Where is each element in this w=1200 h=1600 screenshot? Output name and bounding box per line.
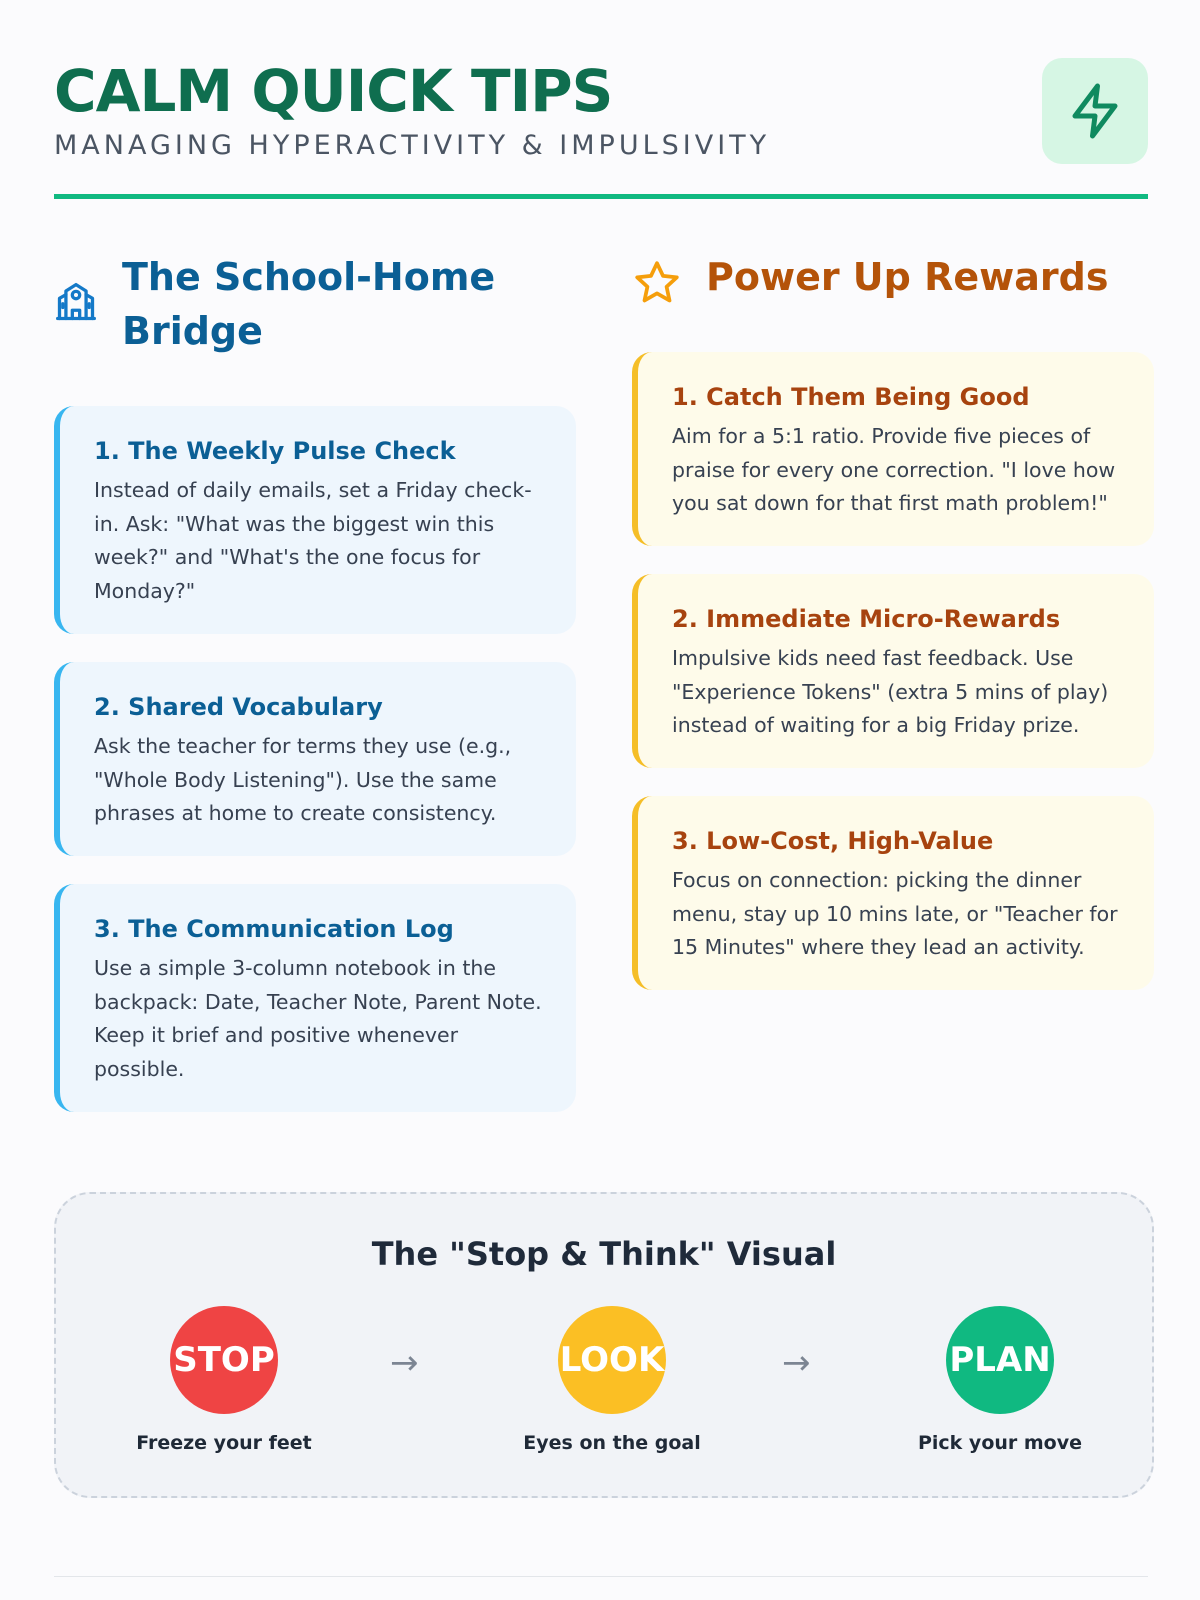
reward-card — [632, 796, 1154, 990]
tip-card-body: Instead of daily emails, set a Friday check-in. Ask: "What was the biggest win this week?" and "What's the one focus for Monday?" — [94, 478, 532, 603]
look-circle: LOOK — [558, 1306, 666, 1414]
header — [54, 56, 1148, 166]
school-home-heading: The School-Home Bridge — [122, 255, 496, 353]
reward-card-title: 2. Immediate Micro-Rewards — [672, 605, 1061, 633]
step-stop — [94, 1306, 354, 1456]
rewards-section-heading — [632, 250, 1152, 310]
stop-think-title: The "Stop & Think" Visual — [371, 1235, 837, 1273]
lightning-badge — [1042, 58, 1148, 164]
school-home-section-heading — [54, 250, 574, 370]
school-building-icon — [54, 280, 98, 328]
reward-card-body: Focus on connection: picking the dinner menu, stay up 10 mins late, or "Teacher for 15 Minutes" where they lead an activity. — [672, 868, 1118, 959]
tip-card-title: 1. The Weekly Pulse Check — [94, 437, 456, 465]
stop-think-panel — [54, 1192, 1154, 1498]
reward-card — [632, 574, 1154, 768]
lightning-bolt-icon — [1065, 81, 1125, 141]
step-caption: Pick your move — [917, 1432, 1083, 1454]
arrow-right-icon: → — [390, 1343, 419, 1383]
page-subtitle: MANAGING HYPERACTIVITY & IMPULSIVITY — [54, 130, 771, 161]
reward-card — [632, 352, 1154, 546]
arrow-right-icon: → — [782, 1343, 811, 1383]
tip-card — [54, 406, 576, 634]
step-caption: Freeze your feet — [136, 1432, 312, 1454]
step-caption: Eyes on the goal — [523, 1432, 701, 1454]
plan-circle: PLAN — [946, 1306, 1054, 1414]
stop-circle: STOP — [170, 1306, 278, 1414]
tip-card-body: Use a simple 3-column notebook in the backpack: Date, Teacher Note, Parent Note. Keep it brief and positive whenever possible. — [94, 956, 542, 1081]
tip-card — [54, 884, 576, 1112]
tip-card-title: 3. The Communication Log — [94, 915, 454, 943]
reward-card-title: 1. Catch Them Being Good — [672, 383, 1030, 411]
header-divider — [54, 194, 1148, 199]
step-look — [482, 1306, 742, 1456]
step-plan — [870, 1306, 1130, 1456]
reward-card-body: Impulsive kids need fast feedback. Use "Experience Tokens" (extra 5 mins of play) instead of waiting for a big Friday prize. — [672, 646, 1109, 737]
tip-card — [54, 662, 576, 856]
tip-card-body: Ask the teacher for terms they use (e.g., "Whole Body Listening"). Use the same phrases at home to create consistency. — [94, 734, 512, 825]
footer-divider — [54, 1576, 1148, 1577]
reward-card-body: Aim for a 5:1 ratio. Provide five pieces of praise for every one correction. "I love how you sat down for that first math problem!" — [672, 424, 1116, 515]
tip-card-title: 2. Shared Vocabulary — [94, 693, 383, 721]
reward-card-title: 3. Low-Cost, High-Value — [672, 827, 994, 855]
page-title: CALM QUICK TIPS — [54, 57, 613, 125]
star-icon — [632, 258, 682, 312]
rewards-heading: Power Up Rewards — [706, 255, 1109, 299]
